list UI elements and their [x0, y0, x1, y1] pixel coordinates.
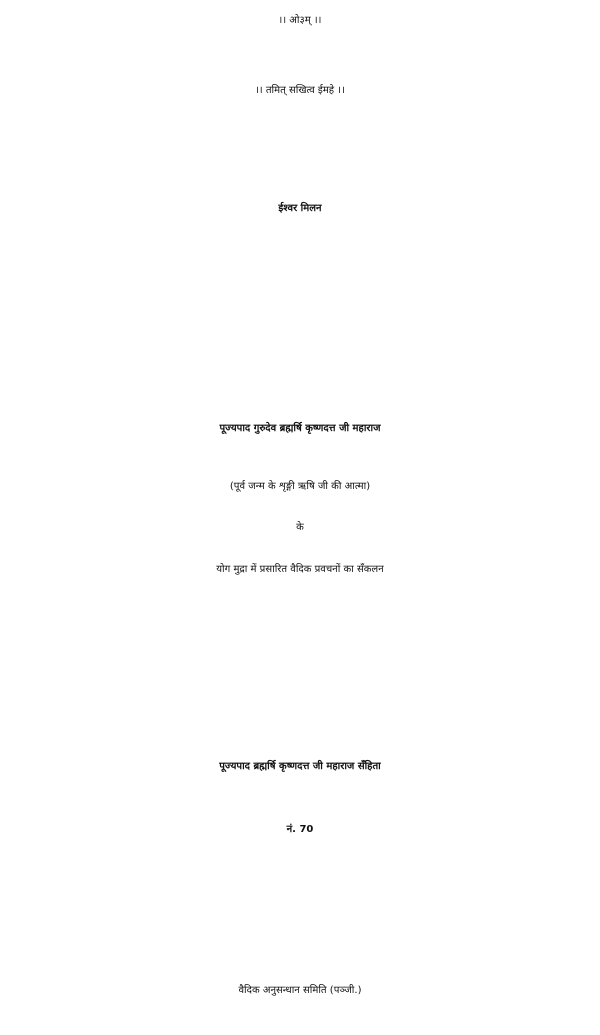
book-description: योग मुद्रा में प्रसारित वैदिक प्रवचनों का सँकलन [216, 564, 384, 575]
author-note: (पूर्व जन्म के शृङ्गी ऋषि जी की आत्मा) [229, 481, 371, 492]
publisher-name: वैदिक अनुसन्धान समिति (पञ्जी.) [238, 985, 362, 996]
series-number: नं. 70 [286, 824, 314, 835]
invocation-text: ।। ओ३म् ।। [278, 15, 322, 26]
book-title: ईश्वर मिलन [278, 203, 322, 214]
series-title: पूज्यपाद ब्रह्मर्षि कृष्णदत्त जी महाराज सँहिता [219, 761, 381, 772]
connector-text: के [296, 522, 304, 533]
mantra-text: ।। तमित् सखित्व ईमहे ।। [255, 85, 345, 96]
author-name: पूज्यपाद गुरुदेव ब्रह्मर्षि कृष्णदत्त जी महाराज [219, 423, 381, 434]
